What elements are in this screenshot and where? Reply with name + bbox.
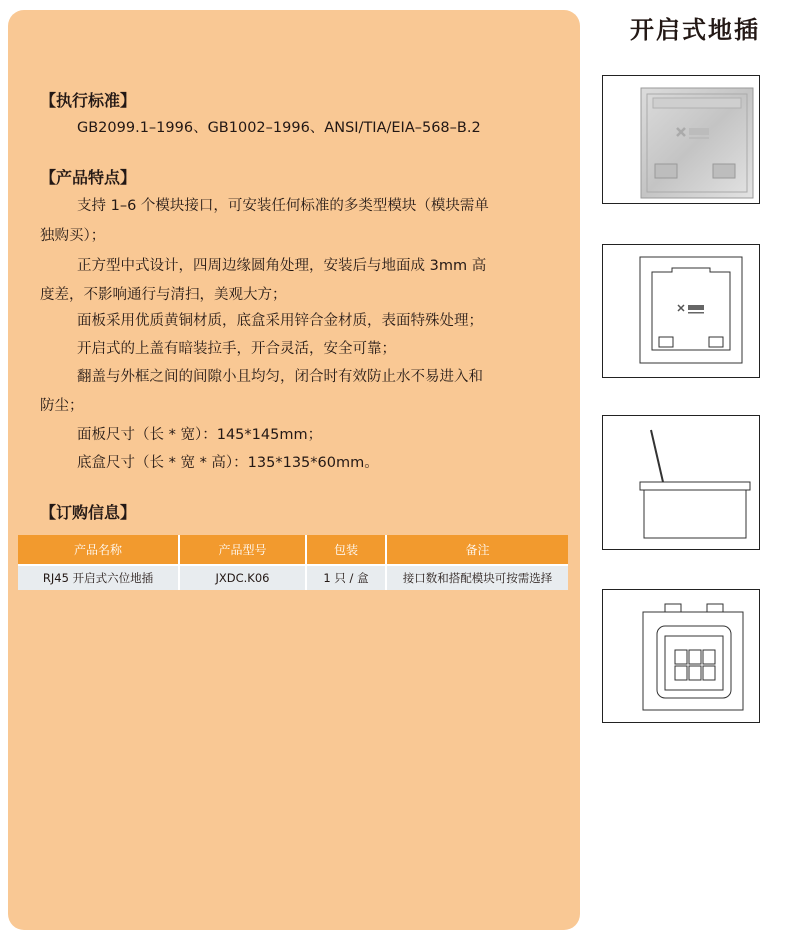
table-cell: RJ45 开启式六位地插 [18, 565, 179, 590]
table-header: 产品名称 [18, 535, 179, 565]
floor-socket-photo-image [603, 76, 759, 203]
table-header: 产品型号 [179, 535, 306, 565]
feature-line: 开启式的上盖有暗装拉手，开合灵活，安全可靠； [77, 341, 396, 357]
feature-line: 底盒尺寸（长 * 宽 * 高）：135*135*60mm。 [77, 455, 379, 471]
feature-line: 防尘； [40, 398, 84, 414]
feature-line: 翻盖与外框之间的间隙小且均匀，闭合时有效防止水不易进入和 [77, 369, 483, 385]
top-view-image [603, 245, 759, 377]
feature-line: 面板采用优质黄铜材质，底盒采用锌合金材质，表面特殊处理； [77, 313, 483, 329]
table-cell: 1 只 / 盒 [306, 565, 386, 590]
table-cell: 接口数和搭配模块可按需选择 [386, 565, 568, 590]
open-view-drawing [602, 589, 760, 723]
standard-text: GB2099.1–1996、GB1002–1996、ANSI/TIA/EIA–568–B.2 [77, 120, 481, 136]
standard-heading: 【执行标准】 [40, 91, 137, 110]
table-header: 备注 [386, 535, 568, 565]
feature-line: 度差，不影响通行与清扫，美观大方； [40, 287, 287, 303]
top-view-drawing [602, 244, 760, 378]
order-table [18, 535, 568, 590]
page-title: 开启式地插 [630, 16, 760, 44]
side-view-drawing [602, 415, 760, 550]
feature-line: 支持 1–6 个模块接口，可安装任何标准的多类型模块（模块需单 [77, 198, 489, 214]
table-row [18, 565, 568, 590]
product-photo-closed [602, 75, 760, 204]
order-heading: 【订购信息】 [40, 503, 137, 522]
features-heading: 【产品特点】 [40, 168, 137, 187]
side-view-image [603, 416, 759, 549]
feature-line: 正方型中式设计，四周边缘圆角处理，安装后与地面成 3mm 高 [77, 258, 487, 274]
table-header-row [18, 535, 568, 565]
open-view-image [603, 590, 759, 722]
feature-line: 面板尺寸（长 * 宽）：145*145mm； [77, 427, 323, 443]
table-cell: JXDC.K06 [179, 565, 306, 590]
feature-line: 独购买）； [40, 228, 106, 244]
table-header: 包装 [306, 535, 386, 565]
